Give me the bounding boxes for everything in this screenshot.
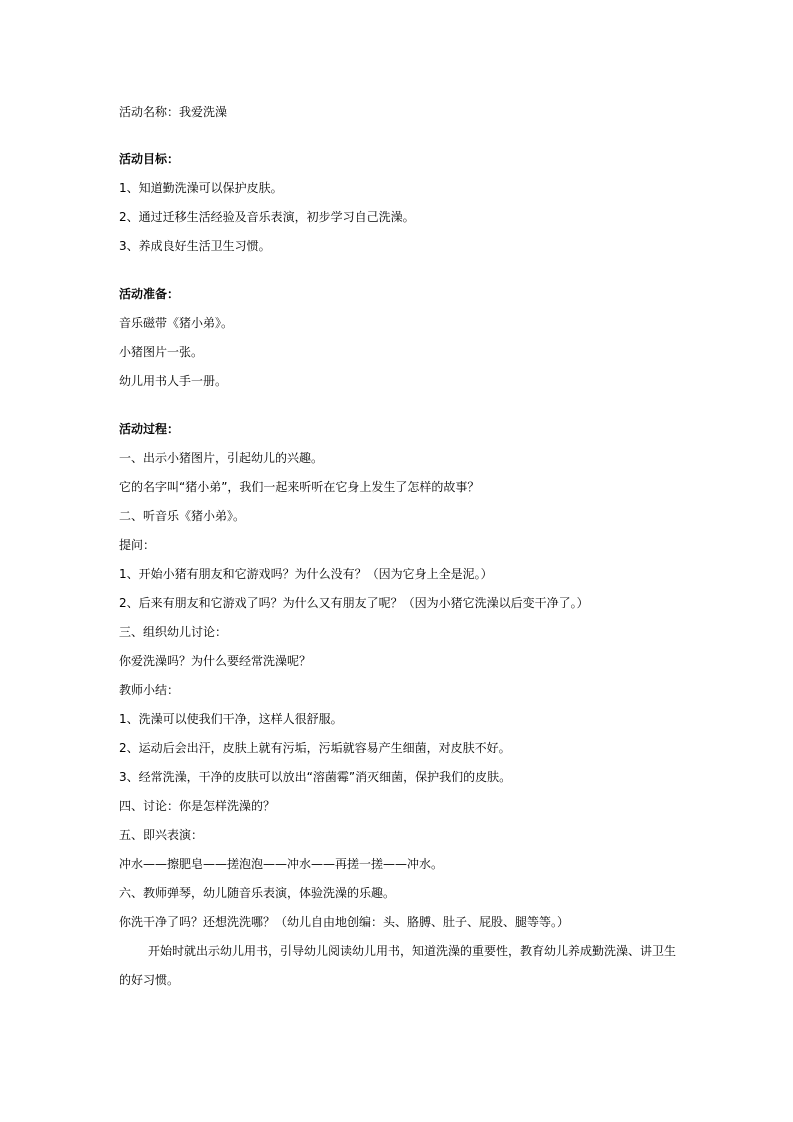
process-line: 2、运动后会出汗，皮肤上就有污垢，污垢就容易产生细菌，对皮肤不好。 xyxy=(119,741,511,755)
process-line: 你洗干净了吗？还想洗洗哪？（幼儿自由地创编：头、胳膊、肚子、屁股、腿等等。） xyxy=(119,915,570,929)
preparation-item-1: 音乐磁带《猪小弟》。 xyxy=(119,316,234,330)
process-line: 一、出示小猪图片，引起幼儿的兴趣。 xyxy=(119,451,324,465)
process-line: 教师小结： xyxy=(119,683,180,697)
process-line: 六、教师弹琴，幼儿随音乐表演，体验洗澡的乐趣。 xyxy=(119,886,396,900)
process-line: 五、即兴表演： xyxy=(119,828,204,842)
process-line: 1、开始小猪有朋友和它游戏吗？为什么没有？（因为它身上全是泥。） xyxy=(119,567,493,581)
process-line: 1、洗澡可以使我们干净，这样人很舒服。 xyxy=(119,712,343,726)
goal-item-1: 1、知道勤洗澡可以保护皮肤。 xyxy=(119,181,283,195)
goals-heading: 活动目标： xyxy=(119,152,180,166)
process-line: 3、经常洗澡，干净的皮肤可以放出“溶菌霉”消灭细菌，保护我们的皮肤。 xyxy=(119,770,512,784)
process-line: 提问： xyxy=(119,538,156,552)
process-line: 三、组织幼儿讨论： xyxy=(119,625,228,639)
preparation-item-3: 幼儿用书人手一册。 xyxy=(119,374,228,388)
preparation-item-2: 小猪图片一张。 xyxy=(119,345,204,359)
goal-item-2: 2、通过迁移生活经验及音乐表演，初步学习自己洗澡。 xyxy=(119,210,415,224)
preparation-heading: 活动准备： xyxy=(119,287,180,301)
process-line: 冲水——擦肥皂——搓泡泡——冲水——再搓一搓——冲水。 xyxy=(119,857,444,871)
process-line: 二、听音乐《猪小弟》。 xyxy=(119,509,246,523)
process-heading: 活动过程： xyxy=(119,422,180,436)
process-line: 2、后来有朋友和它游戏了吗？为什么又有朋友了呢？（因为小猪它洗澡以后变干净了。） xyxy=(119,596,589,610)
goal-item-3: 3、养成良好生活卫生习惯。 xyxy=(119,239,271,253)
process-line: 它的名字叫“猪小弟”，我们一起来听听在它身上发生了怎样的故事？ xyxy=(119,480,480,494)
process-line: 四、讨论：你是怎样洗澡的？ xyxy=(119,799,276,813)
closing-paragraph: 开始时就出示幼儿用书，引导幼儿阅读幼儿用书，知道洗澡的重要性，教育幼儿养成勤洗澡、讲卫生的好习惯。 xyxy=(119,944,677,987)
process-line: 你爱洗澡吗？为什么要经常洗澡呢？ xyxy=(119,654,312,668)
activity-name: 活动名称：我爱洗澡 xyxy=(119,105,228,119)
